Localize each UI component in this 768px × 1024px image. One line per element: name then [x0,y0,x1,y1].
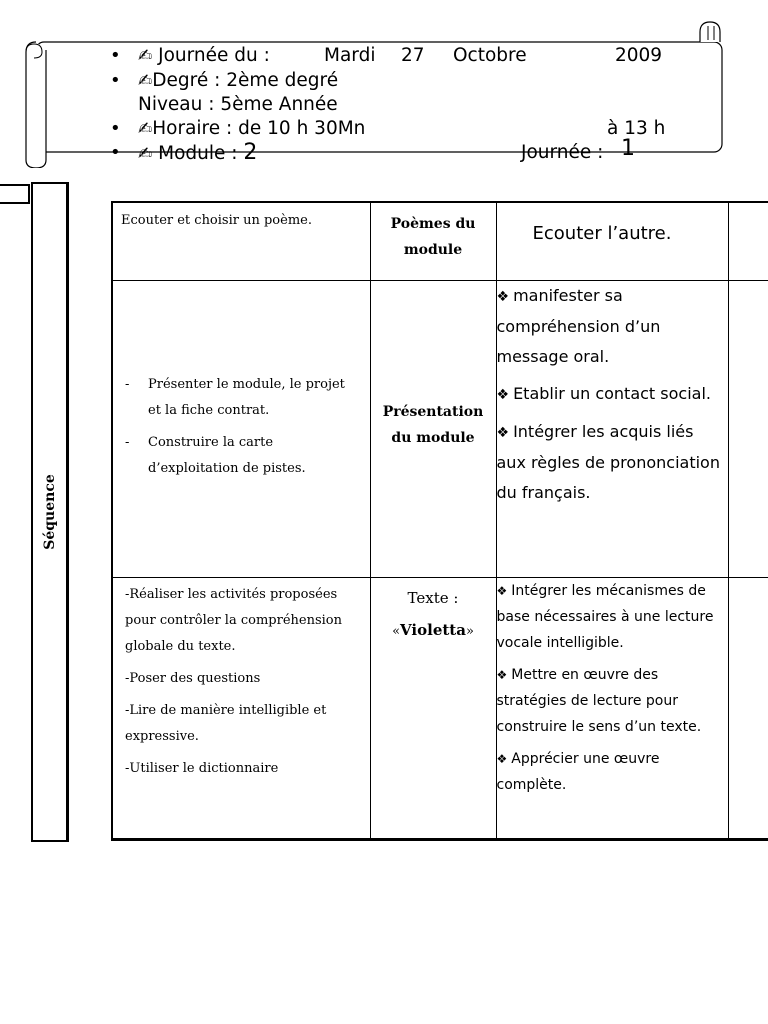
left-stub-box [0,184,30,204]
diamond-bullet-icon: ❖ [496,288,510,305]
year: 2009 [615,45,663,66]
empty-cell [728,202,768,280]
day-label: Journée du : [158,45,270,66]
list-item: ❖ Etablir un contact social. [496,383,711,403]
sequence-column [31,182,69,842]
header-date-line [110,44,663,69]
module-label: Module : [158,143,238,164]
list-item: -Poser des questions [125,670,261,686]
empty-cell [728,577,768,839]
text-title: Violetta [400,620,466,639]
header-schedule-line [110,117,666,142]
writing-hand-icon: ✍ [138,46,153,66]
empty-cell [728,280,768,577]
activity-cell [112,577,370,839]
objective-cell [496,202,728,280]
activity-text: Ecouter et choisir un poème. [121,213,312,228]
list-item: ❖ manifester sa compréhension d’un message oral. [496,285,661,366]
list-item: ❖ Apprécier une œuvre complète. [496,750,660,793]
content-cell [370,202,496,280]
sequence-label: Séquence [41,474,58,550]
table-row [112,577,768,839]
diamond-bullet-icon: ❖ [496,667,508,682]
header-level-line [110,93,365,117]
schedule-label: Horaire : de 10 h 30Mn [152,117,366,139]
header-degree-line [110,69,365,94]
writing-hand-icon: ✍ [138,70,153,91]
module-value: 2 [243,140,258,165]
header-info-list [110,44,666,167]
list-item: -Utiliser le dictionnaire [125,760,279,776]
header-module-line [110,136,635,167]
list-item: ❖ Intégrer les acquis liés aux règles de prononciation du français. [496,421,720,502]
content-cell [370,280,496,577]
objective-cell [496,280,728,577]
content-text: Poèmes du module [390,216,476,258]
journee-value: 1 [621,136,635,161]
content-cell [370,577,496,839]
writing-hand-icon: ✍ [138,118,153,139]
day-name: Mardi [324,45,376,66]
schedule-end: à 13 h [607,117,666,139]
diamond-bullet-icon: ❖ [496,583,508,598]
table-row [112,202,768,280]
activity-list [121,372,362,482]
activity-cell [112,280,370,577]
level: Niveau : 5ème Année [138,94,338,115]
list-item: - Construire la carte d’exploitation de pistes. [121,430,362,482]
day-number: 27 [401,45,425,66]
list-item: ❖ Intégrer les mécanismes de base nécessaires à une lecture vocale intelligible. [496,582,714,651]
objective-cell [496,577,728,839]
diamond-bullet-icon: ❖ [496,386,510,403]
journee-label: Journée : [521,142,604,163]
content-text: Présentation du module [382,403,484,446]
text-title-line: «Violetta» [392,620,474,639]
objective-text: Ecouter l’autre. [532,223,672,244]
table-row [112,280,768,577]
writing-hand-icon: ✍ [138,144,153,164]
list-item: -Réaliser les activités proposées pour contrôler la compréhension globale du texte. [125,586,342,654]
diamond-bullet-icon: ❖ [496,424,510,441]
content-label: Texte : [407,588,459,607]
degree: Degré : 2ème degré [152,69,339,91]
diamond-bullet-icon: ❖ [496,751,508,766]
month: Octobre [453,45,527,66]
list-item: ❖ Mettre en œuvre des stratégies de lecture pour construire le sens d’un texte. [496,666,702,735]
list-item: -Lire de manière intelligible et expressive. [125,702,327,744]
activity-cell [112,202,370,280]
list-item: - Présenter le module, le projet et la fiche contrat. [121,372,362,424]
lesson-table [111,201,768,841]
